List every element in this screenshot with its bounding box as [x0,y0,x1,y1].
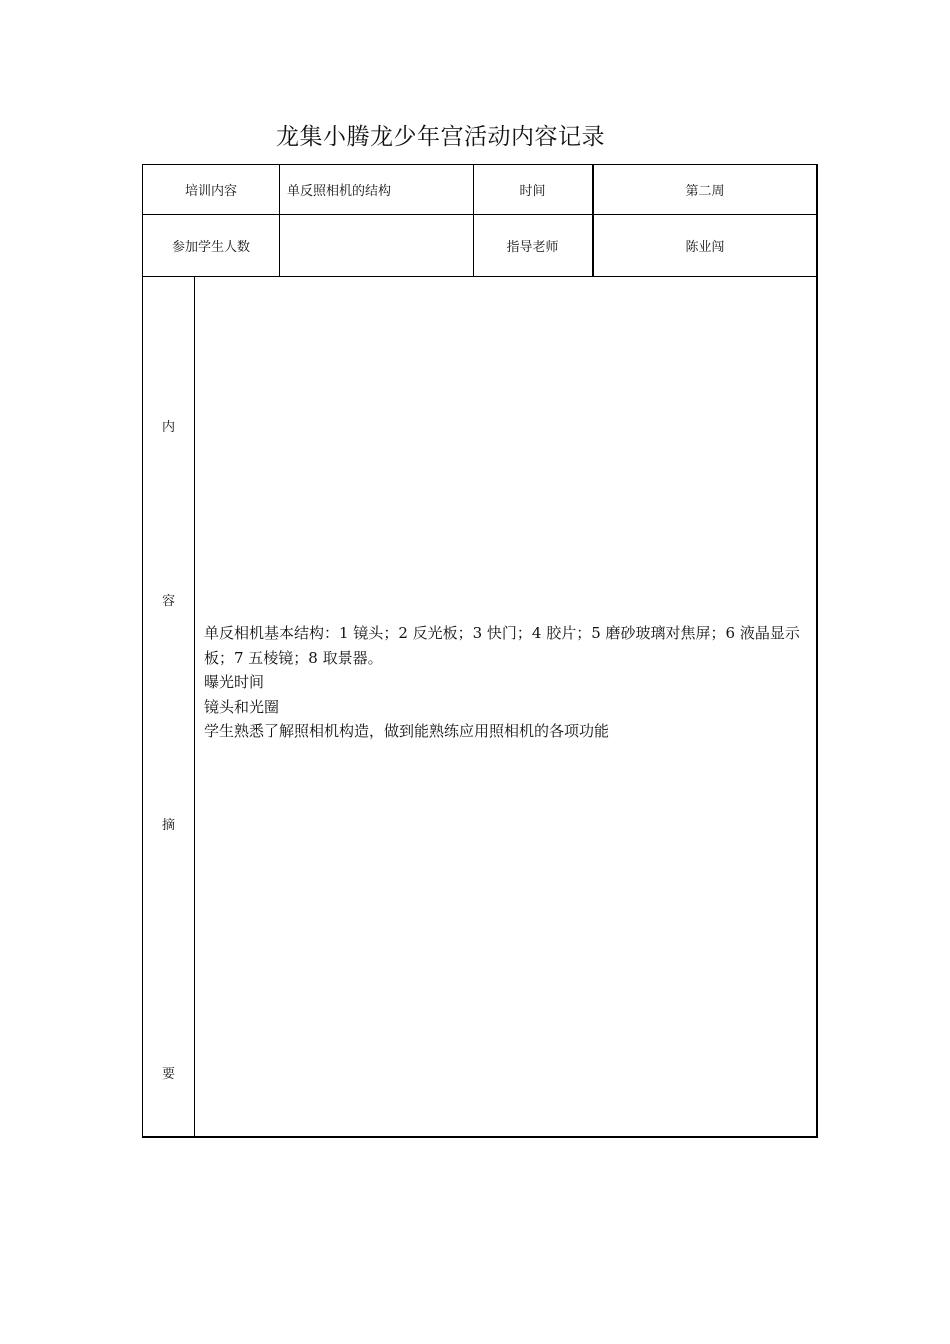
content-label: 培训内容 [184,184,237,199]
students-value [279,215,473,276]
summary-line: 学生熟悉了解照相机构造，做到能熟练应用照相机的各项功能 [204,722,610,740]
summary-line: 单反相机基本结构：1 镜头；2 反光板；3 快门；4 胶片；5 磨砂玻璃对焦屏；6 液晶显示板；7 五棱镜；8 取景器。 [204,624,800,667]
row-divider-2 [143,276,816,277]
summary-body [204,621,814,744]
time-label: 时间 [519,184,546,199]
students-label: 参加学生人数 [171,240,250,255]
side-column-divider [194,276,195,1136]
teacher-label: 指导老师 [506,240,559,255]
side-label-char: 内 [161,420,175,435]
side-label-char: 要 [161,1067,175,1082]
content-value: 单反照相机的结构 [287,184,392,199]
summary-line: 曝光时间 [204,673,265,691]
time-value: 第二周 [685,184,725,199]
teacher-value: 陈业闯 [685,240,725,255]
activity-record-table [142,164,818,1138]
side-label-char: 摘 [161,818,175,833]
summary-line: 镜头和光圈 [204,697,280,716]
side-label-char: 容 [161,594,175,609]
page-title: 龙集小腾龙少年宫活动内容记录 [276,124,605,150]
